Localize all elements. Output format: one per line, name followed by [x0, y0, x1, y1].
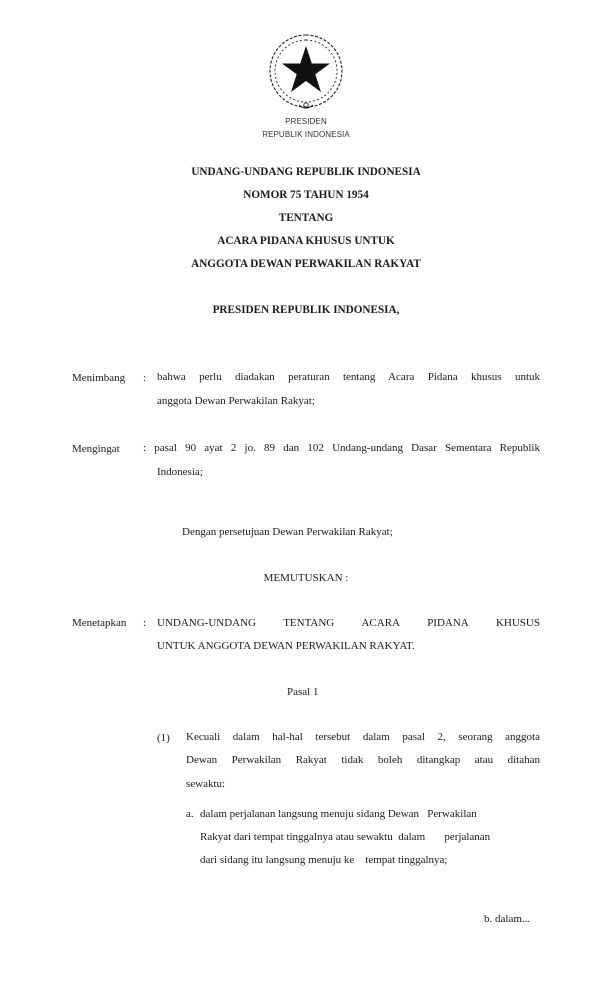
recalling-line-1: : pasal 90 ayat 2 jo. 89 dan 102 Undang-undang Dasar Sementara Republik — [143, 442, 540, 454]
office-label-president: PRESIDEN — [285, 117, 327, 126]
clause-number: (1) — [157, 732, 170, 744]
item-a-marker: a. — [186, 808, 194, 820]
office-label-republic: REPUBLIK INDONESIA — [262, 130, 350, 139]
title-line-1: UNDANG-UNDANG REPUBLIK INDONESIA — [191, 166, 421, 178]
title-line-3: TENTANG — [278, 212, 334, 224]
issuer-heading: PRESIDEN REPUBLIK INDONESIA, — [212, 304, 400, 316]
considering-line-2: anggota Dewan Perwakilan Rakyat; — [157, 395, 315, 407]
decision-heading: MEMUTUSKAN : — [263, 572, 349, 584]
enacting-word: ACARA — [361, 617, 400, 629]
enacting-label: Menetapkan — [72, 617, 127, 629]
page-continuation: b. dalam... — [484, 913, 531, 925]
enacting-line-1 — [157, 617, 540, 629]
enacting-word: TENTANG — [283, 617, 335, 629]
considering-label: Menimbang — [72, 372, 126, 384]
item-a-line-1: dalam perjalanan langsung menuju sidang Dewan Perwakilan — [200, 808, 477, 820]
presidential-emblem-icon — [266, 31, 346, 113]
enacting-word: UNDANG-UNDANG — [157, 617, 256, 629]
approval-statement: Dengan persetujuan Dewan Perwakilan Rakyat; — [182, 526, 393, 538]
item-a-line-2: Rakyat dari tempat tinggalnya atau sewaktu dalam perjalanan — [200, 831, 491, 843]
enacting-word: PIDANA — [427, 617, 469, 629]
considering-line-1: bahwa perlu diadakan peraturan tentang Acara Pidana khusus untuk — [157, 371, 540, 383]
clause-line-1: Kecuali dalam hal-hal tersebut dalam pasal 2, seorang anggota — [186, 731, 540, 743]
item-a-line-3: dari sidang itu langsung menuju ke tempat tinggalnya; — [200, 854, 448, 866]
enacting-line-2: UNTUK ANGGOTA DEWAN PERWAKILAN RAKYAT. — [157, 640, 415, 652]
enacting-word: KHUSUS — [495, 617, 540, 629]
enacting-colon: : — [143, 617, 147, 629]
clause-line-2: Dewan Perwakilan Rakyat tidak boleh ditangkap atau ditahan — [186, 754, 540, 766]
recalling-line-2: Indonesia; — [157, 466, 203, 478]
considering-colon: : — [143, 372, 147, 384]
clause-line-3: sewaktu: — [186, 778, 226, 790]
title-line-4: ACARA PIDANA KHUSUS UNTUK — [217, 235, 395, 247]
recalling-label: Mengingat — [72, 443, 120, 455]
title-line-5: ANGGOTA DEWAN PERWAKILAN RAKYAT — [191, 258, 421, 270]
title-line-2: NOMOR 75 TAHUN 1954 — [243, 189, 369, 201]
article-heading: Pasal 1 — [287, 686, 319, 698]
